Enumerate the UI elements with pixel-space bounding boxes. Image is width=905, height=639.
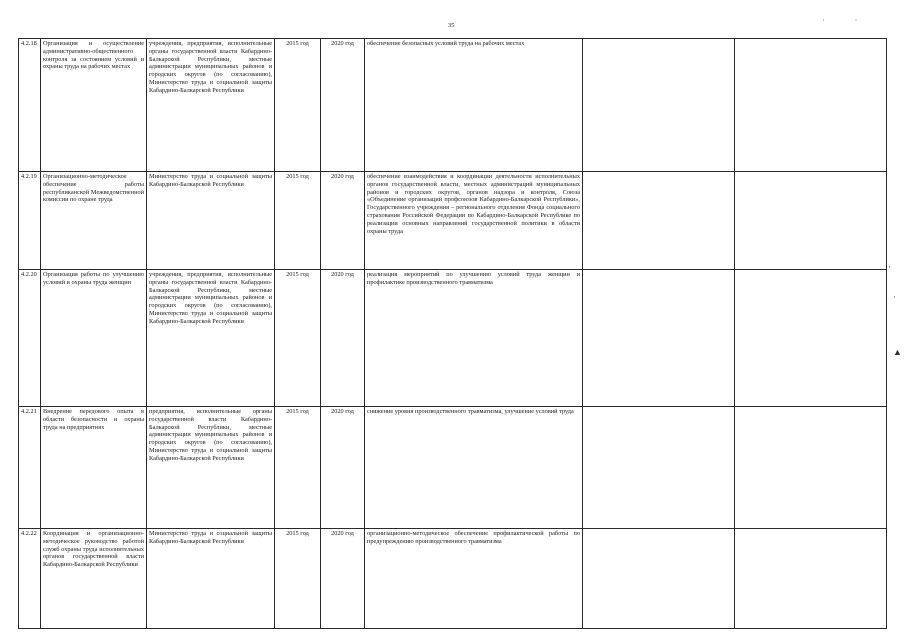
empty-cell: [735, 529, 887, 629]
table-row: [19, 529, 887, 629]
expected-result: организационно-методическое обеспечение профилактической работы по предупреждению производственного травматизма: [365, 529, 583, 629]
measure-name: Организационно-методическое обеспечение работы республиканской Межведомственной комиссии по охране труда: [41, 172, 147, 270]
empty-cell: [583, 529, 735, 629]
expected-result: обеспечение взаимодействия и координации деятельности исполнительных органов государственной власти, местных администраций муниципальных районов и городских округов, органов надзора и контроля, Союза «Объединение организаций профсоюзов Кабардино-Балкарской Республики», Государственного учреждения – регионального отделения Фонда социального страхования Российской Федерации по Кабардино-Балкарской Республике по реализации основных направлений государственной политики в области охраны труда: [365, 172, 583, 270]
empty-cell: [735, 39, 887, 172]
measure-name: Внедрение передового опыта в области безопасности и охраны труда на предприятиях: [41, 407, 147, 529]
measure-name: Координация и организационно-методическое руководство работой служб охраны труда исполнительных органов государственной власти Кабардино-Балкарской Республики: [41, 529, 147, 629]
table-row: [19, 172, 887, 270]
row-number: 4.2.21: [19, 407, 41, 529]
row-number: 4.2.20: [19, 270, 41, 407]
empty-cell: [583, 172, 735, 270]
measure-name: Организация и осуществление административно-общественного контроля за состоянием условий и охраны труда на рабочих местах: [41, 39, 147, 172]
end-year: 2020 год: [321, 407, 365, 529]
end-year: 2020 год: [321, 529, 365, 629]
row-number: 4.2.18: [19, 39, 41, 172]
empty-cell: [583, 407, 735, 529]
start-year: 2015 год: [275, 407, 321, 529]
executors: Министерство труда и социальной защиты Кабардино-Балкарской Республики: [147, 172, 275, 270]
row-number: 4.2.19: [19, 172, 41, 270]
end-year: 2020 год: [321, 270, 365, 407]
expected-result: обеспечение безопасных условий труда на рабочих местах: [365, 39, 583, 172]
scan-mark: ▲: [893, 347, 902, 357]
row-number: 4.2.22: [19, 529, 41, 629]
start-year: 2015 год: [275, 39, 321, 172]
start-year: 2015 год: [275, 172, 321, 270]
empty-cell: [735, 172, 887, 270]
table-row: [19, 39, 887, 172]
measures-table: [18, 38, 887, 629]
page-number: 35: [448, 22, 455, 29]
scan-mark: ·: [893, 292, 896, 302]
measure-name: Организация работы по улучшению условий и охраны труда женщин: [41, 270, 147, 407]
scan-mark: ·: [888, 262, 891, 272]
start-year: 2015 год: [275, 270, 321, 407]
end-year: 2020 год: [321, 39, 365, 172]
expected-result: снижение уровня производственного травматизма, улучшение условий труда: [365, 407, 583, 529]
empty-cell: [735, 270, 887, 407]
executors: Министерство труда и социальной защиты Кабардино-Балкарской Республики: [147, 529, 275, 629]
executors: учреждения, предприятия, исполнительные органы государственной власти Кабардино-Балкарской Республики, местные администрации муниципальных районов и городских округов (по согласованию), Министерство труда и социальной защиты Кабардино-Балкарской Республики: [147, 270, 275, 407]
empty-cell: [583, 270, 735, 407]
executors: учреждения, предприятия, исполнительные органы государственной власти Кабардино-Балкарской Республики, местные администрации муниципальных районов и городских округов (по согласованию), Министерство труда и социальной защиты Кабардино-Балкарской Республики: [147, 39, 275, 172]
table-row: [19, 270, 887, 407]
end-year: 2020 год: [321, 172, 365, 270]
empty-cell: [735, 407, 887, 529]
table-row: [19, 407, 887, 529]
scan-specks: · ·: [822, 16, 872, 25]
start-year: 2015 год: [275, 529, 321, 629]
executors: предприятия, исполнительные органы государственной власти Кабардино-Балкарской Республики, местные администрации муниципальных районов и городских округов (по согласованию), Министерство труда и социальной защиты Кабардино-Балкарской Республики: [147, 407, 275, 529]
empty-cell: [583, 39, 735, 172]
expected-result: реализация мероприятий по улучшению условий труда женщин и профилактике производственного травматизма: [365, 270, 583, 407]
